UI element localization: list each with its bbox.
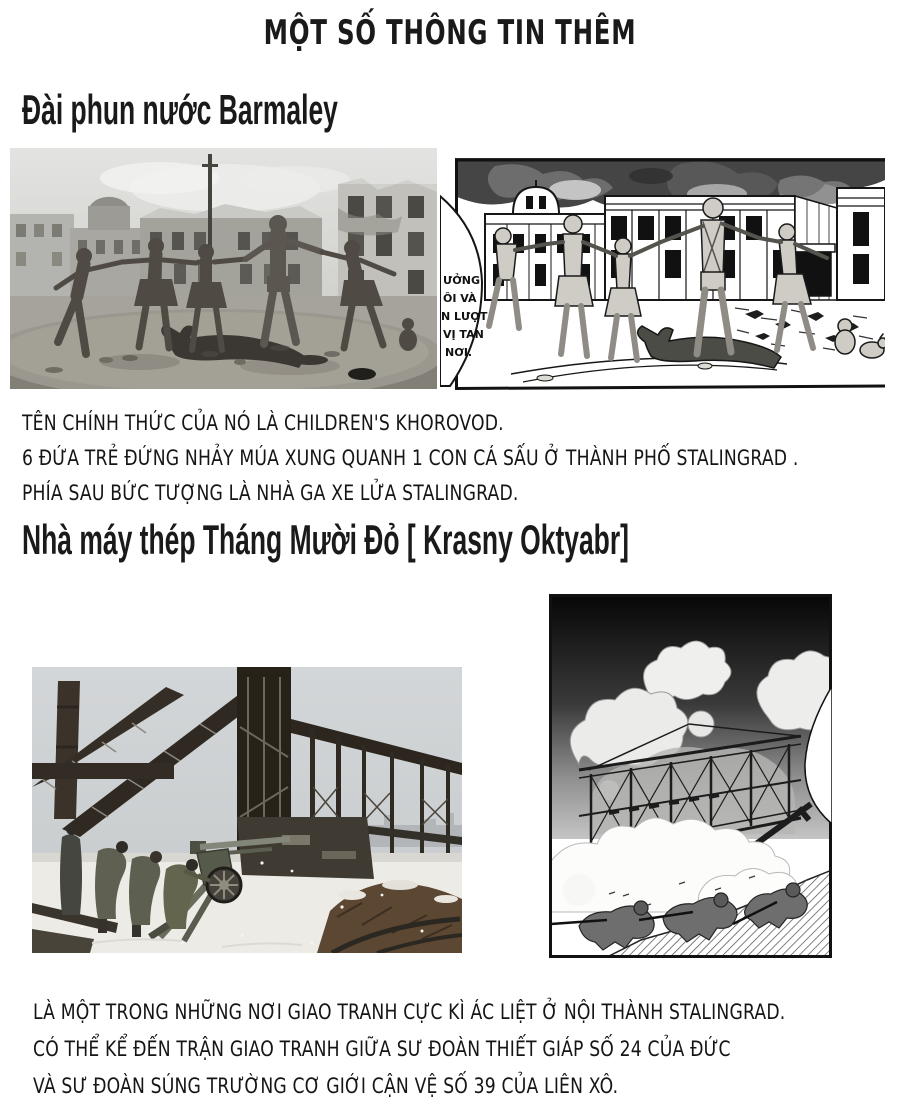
krasny-manga-panel xyxy=(549,594,832,958)
krasny-photo xyxy=(32,667,462,953)
krasny-photo-illustration xyxy=(32,667,462,953)
section-heading-krasny: Nhà máy thép Tháng Mười Đỏ [ Krasny Oktyabr] xyxy=(22,516,629,563)
bubble-line: ÔI VÀ xyxy=(443,292,477,305)
pole-crossbar xyxy=(202,164,218,167)
barmaley-photo xyxy=(10,148,437,389)
caption-line: VÀ SƯ ĐOÀN SÚNG TRƯỜNG CƠ GIỚI CẬN VỆ SỐ 39 CỦA LIÊN XÔ. xyxy=(33,1074,619,1098)
bubble-line: NƠI. xyxy=(445,346,473,359)
section-heading-barmaley: Đài phun nước Barmaley xyxy=(22,86,338,133)
bubble-line: N LƯỢT xyxy=(441,310,488,323)
barmaley-manga-illustration xyxy=(440,158,885,390)
barmaley-photo-illustration xyxy=(10,148,437,389)
caption-line: LÀ MỘT TRONG NHỮNG NƠI GIAO TRANH CỰC KÌ ÁC LIỆT Ở NỘI THÀNH STALINGRAD. xyxy=(33,1000,786,1024)
bubble-line: VỊ TAN xyxy=(443,328,484,341)
caption-barmaley xyxy=(22,406,799,511)
caption-line: CÓ THỂ KỂ ĐẾN TRẬN GIAO TRANH GIỮA SƯ ĐOÀN THIẾT GIÁP SỐ 24 CỦA ĐỨC xyxy=(33,1037,731,1061)
caption-line: 6 ĐỨA TRẺ ĐỨNG NHẢY MÚA XUNG QUANH 1 CON CÁ SẤU Ở THÀNH PHỐ STALINGRAD . xyxy=(22,446,799,470)
caption-line: PHÍA SAU BỨC TƯỢNG LÀ NHÀ GA XE LỬA STALINGRAD. xyxy=(22,481,519,505)
page-title: MỘT SỐ THÔNG TIN THÊM xyxy=(263,13,637,53)
bubble-line: ƯỞNG xyxy=(443,274,481,287)
caption-line: TÊN CHÍNH THỨC CỦA NÓ LÀ CHILDREN'S KHOROVOD. xyxy=(22,411,504,435)
krasny-manga-illustration xyxy=(549,594,832,958)
caption-krasny xyxy=(33,994,785,1105)
barmaley-manga-panel xyxy=(440,158,885,390)
